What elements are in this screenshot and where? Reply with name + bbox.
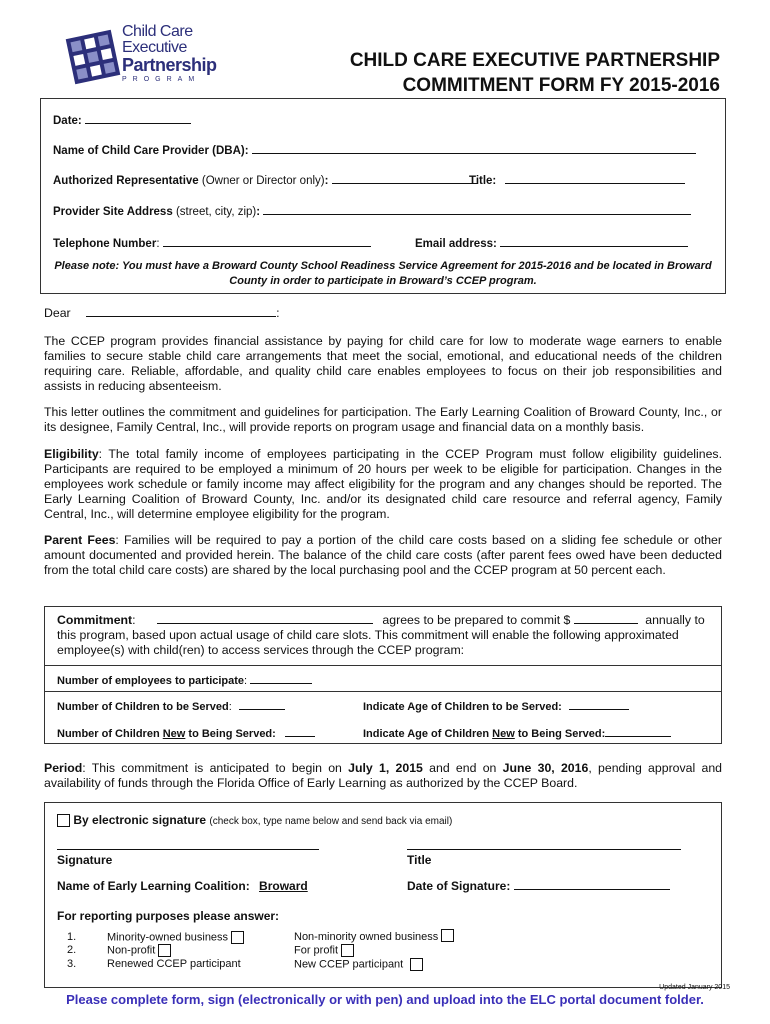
footer-instruction: Please complete form, sign (electronically or with pen) and upload into the ELC portal document folder. <box>66 992 704 1007</box>
site-address-label: Provider Site Address <box>53 206 173 218</box>
date-signature-field <box>407 879 670 893</box>
date-signature-input-line[interactable] <box>514 879 670 890</box>
new-children-new-word: New <box>162 728 186 740</box>
title-sign-label: Title <box>407 853 432 867</box>
site-address-field <box>53 204 691 218</box>
form-title-line-1: CHILD CARE EXECUTIVE PARTNERSHIP <box>349 50 720 71</box>
new-age-new-word: New <box>492 728 515 740</box>
minority-owned-checkbox[interactable] <box>231 931 244 944</box>
salutation <box>44 306 280 320</box>
reporting-label: For reporting purposes please answer: <box>57 909 280 923</box>
num-children-field: Number of Children to be Served: <box>57 699 285 713</box>
new-ccep-checkbox[interactable] <box>410 958 423 971</box>
authorized-rep-colon: : <box>324 175 329 187</box>
period-text-b: and end on <box>422 761 503 775</box>
electronic-signature-row <box>57 813 452 827</box>
electronic-signature-checkbox[interactable] <box>57 814 70 827</box>
commitment-text-c: this program, based upon actual usage of child care slots. This commitment will enable the following approximated employee(s) with child(ren) to access services through the CCEP program: <box>57 628 679 657</box>
age-children-input-line[interactable] <box>569 699 629 710</box>
commitment-colon: : <box>132 613 136 627</box>
period-start: July 1, 2015 <box>348 761 423 775</box>
reporting-item-3 <box>67 958 241 970</box>
logo-line-1: Child Care <box>122 23 193 40</box>
reporting-item-2-right <box>294 944 354 957</box>
reporting-item-left: Renewed CCEP participant <box>107 958 241 970</box>
new-age-label-b: to Being Served: <box>514 728 606 740</box>
commitment-company-input-line[interactable] <box>157 613 373 624</box>
dear-colon: : <box>276 306 280 320</box>
reporting-item-left: Non-profit <box>107 944 156 957</box>
date-field <box>53 113 191 127</box>
paragraph-period <box>44 761 722 791</box>
period-label: Period <box>44 761 83 775</box>
logo-line-2: Executive <box>122 39 187 56</box>
telephone-colon: : <box>156 238 160 250</box>
reporting-item-num: 1. <box>67 931 77 944</box>
authorized-rep-label: Authorized Representative <box>53 175 199 187</box>
commitment-divider-2 <box>45 691 721 692</box>
coalition-field <box>57 879 308 893</box>
paragraph-program-overview: The CCEP program provides financial assistance by paying for child care for low to moderate wage earners to enable families to secure stable child care arrangements that meet the social, emotional, and educational needs of the children requiring care. Reliable, affordable, and quality child care enables employees to focus on their job responsibilities and assists in reducing absenteeism. <box>44 334 722 393</box>
reporting-item-right: New CCEP participant <box>294 958 404 971</box>
eligibility-label: Eligibility <box>44 447 99 461</box>
signature-box <box>44 802 722 988</box>
reporting-item-right: For profit <box>294 944 339 957</box>
date-input-line[interactable] <box>85 113 191 124</box>
new-age-input-line[interactable] <box>605 726 671 737</box>
period-text-c: , pending approval and availability of funds through the Florida Office of Early Learning as authorized by the CCEP Board. <box>44 761 722 790</box>
authorized-rep-field <box>53 173 478 187</box>
parent-fees-text: : Families will be required to pay a portion of the child care costs based on a sliding fee schedule or other amount documented and provided herein. The balance of the child care costs (after parent fees owed have been deducted from the total child care costs) are shared by the local purchasing pool and the CCEP program at 50 percent each. <box>44 533 722 577</box>
dear-label: Dear <box>44 306 71 320</box>
commitment-text-a: agrees to be prepared to commit $ <box>382 613 571 627</box>
provider-name-input-line[interactable] <box>252 143 696 154</box>
new-children-label-b: to Being Served: <box>185 728 276 740</box>
dear-name-input-line[interactable] <box>86 306 276 317</box>
electronic-signature-label: By electronic signature <box>73 813 207 827</box>
num-employees-field: Number of employees to participate: <box>57 673 312 687</box>
site-address-note: (street, city, zip) <box>175 206 257 218</box>
reporting-item-1-right <box>294 931 454 943</box>
title-label: Title: <box>469 175 497 187</box>
email-input-line[interactable] <box>500 236 688 247</box>
num-employees-input-line[interactable] <box>250 673 312 684</box>
reporting-item-3-right <box>294 958 423 971</box>
ccep-logo <box>64 22 224 92</box>
logo-mark-icon <box>64 28 122 86</box>
logo-line-4: PROGRAM <box>122 76 201 83</box>
commitment-box <box>44 606 722 744</box>
date-signature-label: Date of Signature: <box>407 879 511 893</box>
reporting-item-num: 2. <box>67 944 77 957</box>
form-title <box>350 48 720 98</box>
commitment-line <box>57 613 705 627</box>
provider-name-label: Name of Child Care Provider (DBA): <box>53 145 249 157</box>
new-age-label-a: Indicate Age of Children <box>363 728 493 740</box>
paragraph-eligibility <box>44 447 722 522</box>
authorized-rep-note: (Owner or Director only) <box>201 175 325 187</box>
email-label: Email address: <box>415 238 497 250</box>
telephone-field <box>53 236 371 250</box>
commitment-divider-1 <box>45 665 721 666</box>
signature-input-line[interactable] <box>57 849 319 850</box>
for-profit-checkbox[interactable] <box>341 944 354 957</box>
logo-line-3: Partnership <box>122 55 217 75</box>
new-age-field <box>363 726 671 740</box>
site-address-colon: : <box>256 206 261 218</box>
coalition-value: Broward <box>259 879 308 893</box>
reporting-item-num: 3. <box>67 958 77 970</box>
age-children-field <box>363 699 629 713</box>
non-profit-checkbox[interactable] <box>158 944 171 957</box>
non-minority-owned-checkbox[interactable] <box>441 929 454 942</box>
parent-fees-label: Parent Fees <box>44 533 116 547</box>
num-employees-label: Number of employees to participate <box>57 675 245 687</box>
form-title-line-2: COMMITMENT FORM FY 2015-2016 <box>402 75 720 96</box>
reporting-item-left: Minority-owned business <box>107 931 229 944</box>
reporting-item-2 <box>67 944 171 957</box>
reporting-item-right: Non-minority owned business <box>294 931 439 943</box>
new-children-input-line[interactable] <box>285 726 315 737</box>
telephone-label: Telephone Number <box>53 238 157 250</box>
site-address-input-line[interactable] <box>263 204 691 215</box>
commitment-amount-input-line[interactable] <box>574 613 638 624</box>
provider-info-box <box>40 98 726 294</box>
paragraph-parent-fees <box>44 533 722 578</box>
provider-name-field <box>53 143 696 157</box>
updated-date: Updated January 2015 <box>659 984 730 991</box>
period-text-a: : This commitment is anticipated to begin on <box>82 761 349 775</box>
telephone-input-line[interactable] <box>163 236 371 247</box>
eligibility-text: : The total family income of employees participating in the CCEP Program must follow eligibility guidelines. Participants are required to be employed a minimum of 20 hours per week to be eligible for participation. Changes in the employees work schedule or family income may affect eligibility for the program and any changes should be reported. The Early Learning Coalition of Broward County, Inc. and/or its designated child care resource and referral agency, Family Central, Inc., will determine employee eligibility for the program. <box>44 447 722 521</box>
service-agreement-note: Please note: You must have a Broward County School Readiness Service Agreement for 2015-2016 and be located in Broward County in order to participate in Broward’s CCEP program. <box>54 260 712 287</box>
title-sign-input-line[interactable] <box>407 849 681 850</box>
reporting-item-1 <box>67 931 244 944</box>
commitment-text-b: annually to <box>645 613 705 627</box>
new-children-label-a: Number of Children <box>57 728 163 740</box>
num-children-input-line[interactable] <box>239 699 285 710</box>
title-input-line[interactable] <box>505 173 685 184</box>
period-end: June 30, 2016 <box>502 761 589 775</box>
paragraph-guidelines: This letter outlines the commitment and guidelines for participation. The Early Learning Coalition of Broward County, Inc., or its designee, Family Central, Inc., will provide reports on program usage and financial data on a monthly basis. <box>44 405 722 434</box>
email-field <box>415 236 688 250</box>
age-children-label: Indicate Age of Children to be Served: <box>363 701 562 713</box>
electronic-signature-note: (check box, type name below and send back via email) <box>209 816 453 827</box>
signature-label: Signature <box>57 853 113 867</box>
coalition-label: Name of Early Learning Coalition: <box>57 879 250 893</box>
date-label: Date: <box>53 115 82 127</box>
authorized-rep-input-line[interactable] <box>332 173 478 184</box>
new-children-field <box>57 726 315 740</box>
num-children-label: Number of Children to be Served <box>57 701 229 713</box>
commitment-label: Commitment <box>57 613 133 627</box>
title-field <box>469 173 685 187</box>
